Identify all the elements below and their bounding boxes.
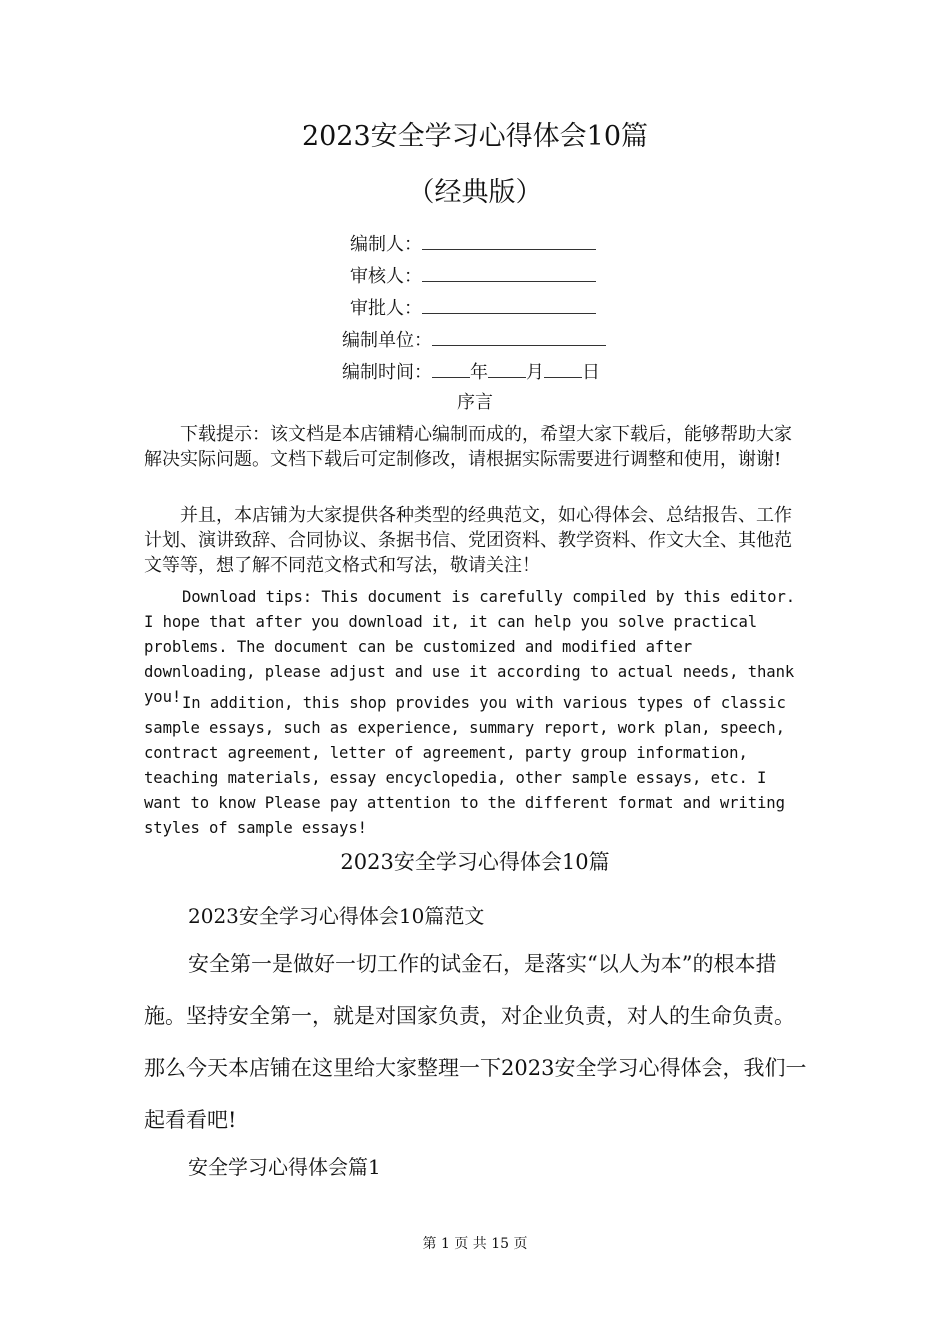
shop-notice-cn: 并且，本店铺为大家提供各种类型的经典范文，如心得体会、总结报告、工作计划、演讲致辞、合同协议、条据书信、党团资料、教学资料、作文大全、其他范文等等，想了解不同范文格式和写法，敬请关注！	[144, 505, 792, 576]
download-tip-en: Download tips: This document is carefully compiled by this editor. I hope that after you download it, it can help you solve practical problems. The document can be customized and modified after downloading, please adjust and use it according to actual needs, thank you!	[144, 588, 796, 706]
editor-label: 编制人：	[350, 234, 422, 255]
editor-field	[350, 230, 596, 256]
preface-heading: 序言	[457, 392, 493, 413]
year-label: 年	[470, 362, 488, 383]
unit-blank	[432, 331, 606, 346]
shop-notice-en: In addition, this shop provides you with various types of classic sample essays, such as experience, summary report, work plan, speech, contract agreement, letter of agreement, party group information, teaching materials, essay encyclopedia, other sample essays, etc. I want to know Please pay attention to the different format and writing styles of sample essays!	[144, 694, 786, 837]
document-subtitle: （经典版）	[407, 177, 543, 208]
approver-blank	[422, 299, 596, 314]
reviewer-field	[350, 262, 596, 288]
day-label: 日	[582, 362, 600, 383]
month-label: 月	[526, 362, 544, 383]
document-title: 2023安全学习心得体会10篇	[301, 121, 649, 152]
month-blank	[488, 363, 526, 378]
section-title: 2023安全学习心得体会10篇	[340, 850, 610, 874]
time-field	[342, 358, 600, 384]
year-blank	[432, 363, 470, 378]
approver-field	[350, 294, 596, 320]
unit-label: 编制单位：	[342, 330, 432, 351]
approver-label: 审批人：	[350, 298, 422, 319]
day-blank	[544, 363, 582, 378]
download-tip-cn: 下载提示：该文档是本店铺精心编制而成的，希望大家下载后，能够帮助大家解决实际问题。文档下载后可定制修改，请根据实际需要进行调整和使用，谢谢!	[144, 424, 792, 470]
reviewer-blank	[422, 267, 596, 282]
chapter-heading: 安全学习心得体会篇1	[188, 1155, 381, 1179]
unit-field	[342, 326, 606, 352]
essay-subtitle: 2023安全学习心得体会10篇范文	[188, 904, 485, 928]
reviewer-label: 审核人：	[350, 266, 422, 287]
intro-paragraph: 安全第一是做好一切工作的试金石，是落实“以人为本”的根本措施。坚持安全第一，就是对国家负责，对企业负责，对人的生命负责。那么今天本店铺在这里给大家整理一下2023安全学习心得体会，我们一起看看吧!	[144, 952, 807, 1132]
page-footer: 第 1 页 共 15 页	[422, 1236, 528, 1252]
editor-blank	[422, 235, 596, 250]
time-label: 编制时间：	[342, 362, 432, 383]
